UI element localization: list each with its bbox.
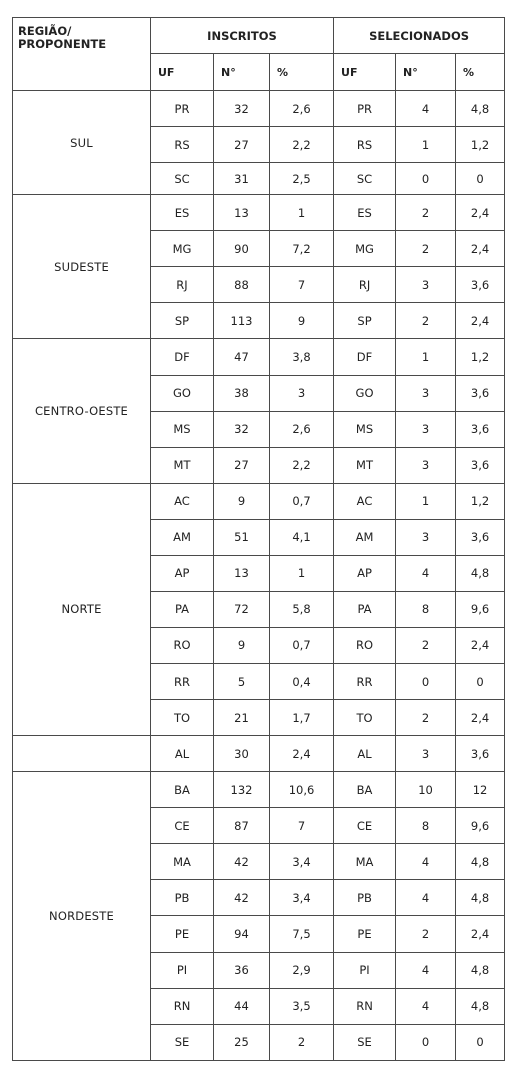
cell-uf2: SP <box>334 303 396 339</box>
cell-pct2: 1,2 <box>456 127 505 163</box>
cell-n: 5 <box>214 664 270 700</box>
cell-uf: PE <box>151 916 214 952</box>
cell-pct2: 0 <box>456 664 505 700</box>
cell-pct: 10,6 <box>270 772 334 808</box>
cell-uf: MA <box>151 844 214 880</box>
cell-uf2: MA <box>334 844 396 880</box>
cell-pct: 2,2 <box>270 127 334 163</box>
cell-uf2: SC <box>334 163 396 195</box>
table-row <box>13 736 505 772</box>
cell-n2: 2 <box>396 195 456 231</box>
header-regiao-line1: REGIÃO/ <box>18 24 72 38</box>
cell-pct2: 3,6 <box>456 411 505 447</box>
cell-n2: 2 <box>396 700 456 736</box>
cell-pct2: 4,8 <box>456 952 505 988</box>
cell-pct2: 2,4 <box>456 916 505 952</box>
cell-pct: 5,8 <box>270 591 334 627</box>
cell-uf2: MG <box>334 231 396 267</box>
header-n-selecionados: N° <box>396 54 456 91</box>
cell-uf: DF <box>151 339 214 375</box>
cell-pct2: 2,4 <box>456 231 505 267</box>
cell-pct2: 3,6 <box>456 267 505 303</box>
cell-uf: AP <box>151 555 214 591</box>
cell-n2: 2 <box>396 916 456 952</box>
cell-uf: RO <box>151 627 214 663</box>
cell-n2: 8 <box>396 808 456 844</box>
cell-uf2: MT <box>334 447 396 483</box>
cell-n: 31 <box>214 163 270 195</box>
cell-uf2: RJ <box>334 267 396 303</box>
cell-uf2: RN <box>334 988 396 1024</box>
cell-n2: 0 <box>396 664 456 700</box>
cell-pct2: 2,4 <box>456 195 505 231</box>
cell-n2: 2 <box>396 303 456 339</box>
cell-pct: 7,5 <box>270 916 334 952</box>
cell-uf2: DF <box>334 339 396 375</box>
registration-table <box>12 17 505 1061</box>
cell-n: 72 <box>214 591 270 627</box>
cell-n: 27 <box>214 127 270 163</box>
cell-pct: 7 <box>270 808 334 844</box>
cell-pct2: 3,6 <box>456 519 505 555</box>
cell-n2: 3 <box>396 411 456 447</box>
table-row <box>13 339 505 375</box>
cell-uf: RN <box>151 988 214 1024</box>
cell-n2: 4 <box>396 952 456 988</box>
cell-n: 30 <box>214 736 270 772</box>
cell-pct2: 4,8 <box>456 988 505 1024</box>
cell-n: 51 <box>214 519 270 555</box>
table-body <box>13 91 505 1061</box>
cell-uf2: RS <box>334 127 396 163</box>
cell-uf2: MS <box>334 411 396 447</box>
header-inscritos: INSCRITOS <box>151 18 334 54</box>
table-row <box>13 195 505 231</box>
cell-uf2: GO <box>334 375 396 411</box>
cell-pct2: 4,8 <box>456 91 505 127</box>
header-n: N° <box>214 54 270 91</box>
cell-pct: 2 <box>270 1024 334 1060</box>
cell-pct: 3 <box>270 375 334 411</box>
cell-n2: 1 <box>396 127 456 163</box>
cell-pct: 4,1 <box>270 519 334 555</box>
cell-n: 87 <box>214 808 270 844</box>
cell-uf: PR <box>151 91 214 127</box>
cell-uf2: ES <box>334 195 396 231</box>
cell-n2: 0 <box>396 1024 456 1060</box>
cell-n: 13 <box>214 555 270 591</box>
cell-uf: PI <box>151 952 214 988</box>
cell-uf: RR <box>151 664 214 700</box>
cell-pct2: 9,6 <box>456 591 505 627</box>
cell-uf: AC <box>151 483 214 519</box>
cell-n2: 2 <box>396 627 456 663</box>
cell-uf: SP <box>151 303 214 339</box>
header-pct: % <box>270 54 334 91</box>
cell-uf2: PA <box>334 591 396 627</box>
table-row <box>13 91 505 127</box>
cell-pct: 2,5 <box>270 163 334 195</box>
header-regiao <box>13 18 151 91</box>
cell-pct: 1 <box>270 195 334 231</box>
cell-n2: 10 <box>396 772 456 808</box>
cell-uf2: BA <box>334 772 396 808</box>
cell-n: 9 <box>214 627 270 663</box>
cell-n: 21 <box>214 700 270 736</box>
cell-n: 13 <box>214 195 270 231</box>
cell-pct2: 0 <box>456 163 505 195</box>
cell-uf: TO <box>151 700 214 736</box>
cell-uf: PB <box>151 880 214 916</box>
cell-n: 44 <box>214 988 270 1024</box>
cell-pct2: 12 <box>456 772 505 808</box>
cell-pct: 2,6 <box>270 91 334 127</box>
cell-n: 94 <box>214 916 270 952</box>
cell-uf: SC <box>151 163 214 195</box>
cell-n: 113 <box>214 303 270 339</box>
cell-n2: 2 <box>396 231 456 267</box>
header-uf-selecionados: UF <box>334 54 396 91</box>
cell-pct2: 0 <box>456 1024 505 1060</box>
cell-n: 90 <box>214 231 270 267</box>
cell-n2: 1 <box>396 483 456 519</box>
table-row <box>13 483 505 519</box>
cell-n2: 4 <box>396 880 456 916</box>
cell-n2: 1 <box>396 339 456 375</box>
cell-pct: 2,4 <box>270 736 334 772</box>
cell-pct2: 3,6 <box>456 447 505 483</box>
cell-n2: 3 <box>396 267 456 303</box>
region-cell: SUDESTE <box>13 195 151 339</box>
cell-n: 42 <box>214 880 270 916</box>
cell-n2: 3 <box>396 736 456 772</box>
cell-pct: 2,2 <box>270 447 334 483</box>
cell-uf: PA <box>151 591 214 627</box>
cell-pct: 2,9 <box>270 952 334 988</box>
cell-pct2: 2,4 <box>456 627 505 663</box>
cell-n: 132 <box>214 772 270 808</box>
cell-pct: 0,7 <box>270 627 334 663</box>
cell-n: 47 <box>214 339 270 375</box>
cell-uf: RS <box>151 127 214 163</box>
cell-n2: 3 <box>396 447 456 483</box>
region-cell: NORTE <box>13 483 151 735</box>
cell-pct: 7,2 <box>270 231 334 267</box>
cell-uf: SE <box>151 1024 214 1060</box>
cell-uf: MT <box>151 447 214 483</box>
cell-n: 36 <box>214 952 270 988</box>
cell-pct2: 4,8 <box>456 555 505 591</box>
cell-n2: 4 <box>396 844 456 880</box>
cell-uf2: AP <box>334 555 396 591</box>
cell-n2: 4 <box>396 988 456 1024</box>
region-cell: CENTRO-OESTE <box>13 339 151 483</box>
cell-pct: 3,4 <box>270 880 334 916</box>
cell-pct: 9 <box>270 303 334 339</box>
cell-uf2: AC <box>334 483 396 519</box>
cell-uf2: PB <box>334 880 396 916</box>
cell-n: 42 <box>214 844 270 880</box>
cell-pct: 3,5 <box>270 988 334 1024</box>
header-selecionados: SELECIONADOS <box>334 18 505 54</box>
cell-uf2: RO <box>334 627 396 663</box>
region-cell: SUL <box>13 91 151 195</box>
cell-pct: 3,4 <box>270 844 334 880</box>
cell-uf: MG <box>151 231 214 267</box>
cell-pct: 1 <box>270 555 334 591</box>
cell-n2: 8 <box>396 591 456 627</box>
cell-uf2: SE <box>334 1024 396 1060</box>
header-regiao-line2: PROPONENTE <box>18 37 107 51</box>
cell-n2: 0 <box>396 163 456 195</box>
cell-pct2: 1,2 <box>456 339 505 375</box>
header-pct-selecionados: % <box>456 54 505 91</box>
region-cell <box>13 736 151 772</box>
cell-uf2: TO <box>334 700 396 736</box>
cell-pct: 7 <box>270 267 334 303</box>
cell-uf2: PE <box>334 916 396 952</box>
cell-pct2: 9,6 <box>456 808 505 844</box>
cell-uf: RJ <box>151 267 214 303</box>
header-uf: UF <box>151 54 214 91</box>
cell-uf2: CE <box>334 808 396 844</box>
cell-uf: ES <box>151 195 214 231</box>
cell-pct2: 3,6 <box>456 736 505 772</box>
cell-uf2: RR <box>334 664 396 700</box>
cell-n2: 3 <box>396 519 456 555</box>
cell-uf: BA <box>151 772 214 808</box>
cell-uf: GO <box>151 375 214 411</box>
cell-pct: 0,4 <box>270 664 334 700</box>
cell-n: 25 <box>214 1024 270 1060</box>
cell-pct2: 1,2 <box>456 483 505 519</box>
cell-n: 32 <box>214 411 270 447</box>
cell-uf2: AM <box>334 519 396 555</box>
region-cell: NORDESTE <box>13 772 151 1061</box>
cell-uf2: PI <box>334 952 396 988</box>
cell-n2: 4 <box>396 555 456 591</box>
cell-pct: 2,6 <box>270 411 334 447</box>
cell-pct2: 2,4 <box>456 303 505 339</box>
cell-pct: 0,7 <box>270 483 334 519</box>
cell-pct: 3,8 <box>270 339 334 375</box>
cell-uf2: AL <box>334 736 396 772</box>
cell-n: 38 <box>214 375 270 411</box>
cell-n: 9 <box>214 483 270 519</box>
table-row <box>13 772 505 808</box>
cell-uf2: PR <box>334 91 396 127</box>
cell-uf: AM <box>151 519 214 555</box>
cell-n: 27 <box>214 447 270 483</box>
cell-n: 32 <box>214 91 270 127</box>
cell-n2: 4 <box>396 91 456 127</box>
cell-pct2: 4,8 <box>456 844 505 880</box>
cell-uf: AL <box>151 736 214 772</box>
cell-uf: CE <box>151 808 214 844</box>
cell-n: 88 <box>214 267 270 303</box>
cell-n2: 3 <box>396 375 456 411</box>
cell-pct: 1,7 <box>270 700 334 736</box>
cell-pct2: 2,4 <box>456 700 505 736</box>
cell-pct2: 3,6 <box>456 375 505 411</box>
cell-pct2: 4,8 <box>456 880 505 916</box>
cell-uf: MS <box>151 411 214 447</box>
